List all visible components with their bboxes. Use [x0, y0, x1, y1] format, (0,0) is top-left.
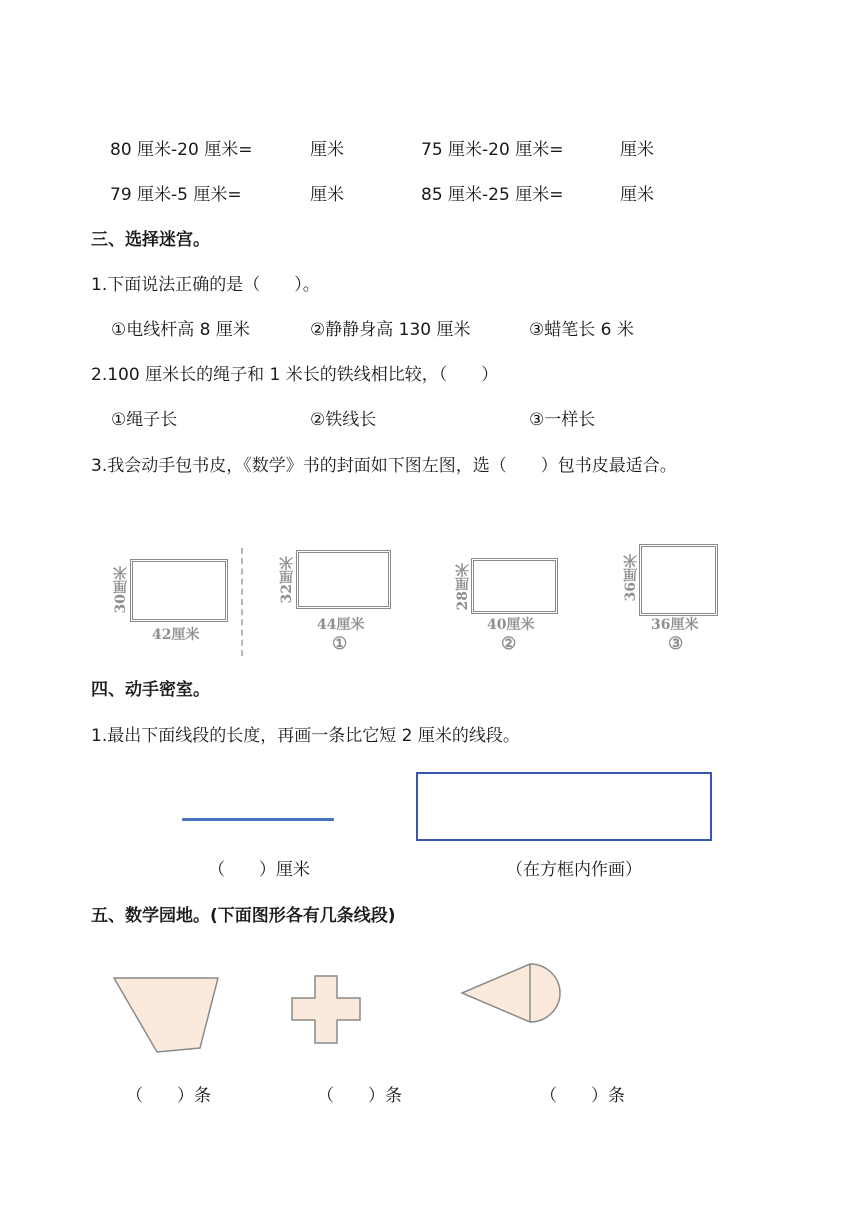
shape-cross — [292, 976, 360, 1043]
shape-answer-3: （ ）条 — [540, 1086, 625, 1106]
book-width-option-3: 36厘米 — [651, 617, 699, 633]
book-label-option-3: ③ — [668, 634, 684, 654]
calc-expr-3: 79 厘米-5 厘米= — [110, 185, 242, 205]
calc-unit-2: 厘米 — [620, 140, 654, 160]
question-3-3: 3.我会动手包书皮，《数学》书的封面如下图左图，选（ ）包书皮最适合。 — [91, 456, 677, 476]
book-label-option-1: ① — [332, 634, 348, 654]
calc-expr-2: 75 厘米-20 厘米= — [421, 140, 564, 160]
book-width-reference: 42厘米 — [152, 627, 200, 643]
calc-unit-3: 厘米 — [310, 185, 344, 205]
question-4-1: 1.最出下面线段的长度，再画一条比它短 2 厘米的线段。 — [91, 726, 520, 746]
calc-expr-1: 80 厘米-20 厘米= — [110, 140, 253, 160]
book-width-option-2: 40厘米 — [487, 617, 535, 633]
book-height-option-2: 28厘米 — [455, 563, 471, 611]
section-title-4: 四、动手密室。 — [91, 680, 210, 700]
calc-expr-4: 85 厘米-25 厘米= — [421, 185, 564, 205]
book-height-reference: 30厘米 — [113, 566, 129, 614]
option-3-2-a: ①绳子长 — [111, 410, 178, 430]
calc-unit-1: 厘米 — [310, 140, 344, 160]
option-3-1-b: ②静静身高 130 厘米 — [310, 320, 471, 340]
question-3-2: 2.100 厘米长的绳子和 1 米长的铁线相比较，（ ） — [91, 365, 499, 385]
book-width-option-1: 44厘米 — [317, 617, 365, 633]
segment-length-answer: （ ）厘米 — [208, 860, 310, 880]
book-label-option-2: ② — [501, 634, 517, 654]
calc-unit-4: 厘米 — [620, 185, 654, 205]
section-title-3: 三、选择迷宫。 — [91, 230, 210, 250]
shape-answer-2: （ ）条 — [317, 1086, 402, 1106]
shape-quadrilateral — [114, 978, 218, 1052]
option-3-2-c: ③一样长 — [529, 410, 596, 430]
question-3-1: 1.下面说法正确的是（ ）。 — [91, 275, 320, 295]
section-title-5: 五、数学园地。(下面图形各有几条线段) — [91, 906, 396, 926]
book-height-option-1: 32厘米 — [279, 556, 295, 604]
shape-answer-1: （ ）条 — [126, 1086, 211, 1106]
option-3-2-b: ②铁线长 — [310, 410, 377, 430]
option-3-1-a: ①电线杆高 8 厘米 — [111, 320, 250, 340]
option-3-1-c: ③蜡笔长 6 米 — [529, 320, 634, 340]
shape-triangle-semicircle — [462, 964, 560, 1022]
book-height-option-3: 36厘米 — [623, 554, 639, 602]
drawing-box-label: （在方框内作画） — [506, 860, 642, 880]
